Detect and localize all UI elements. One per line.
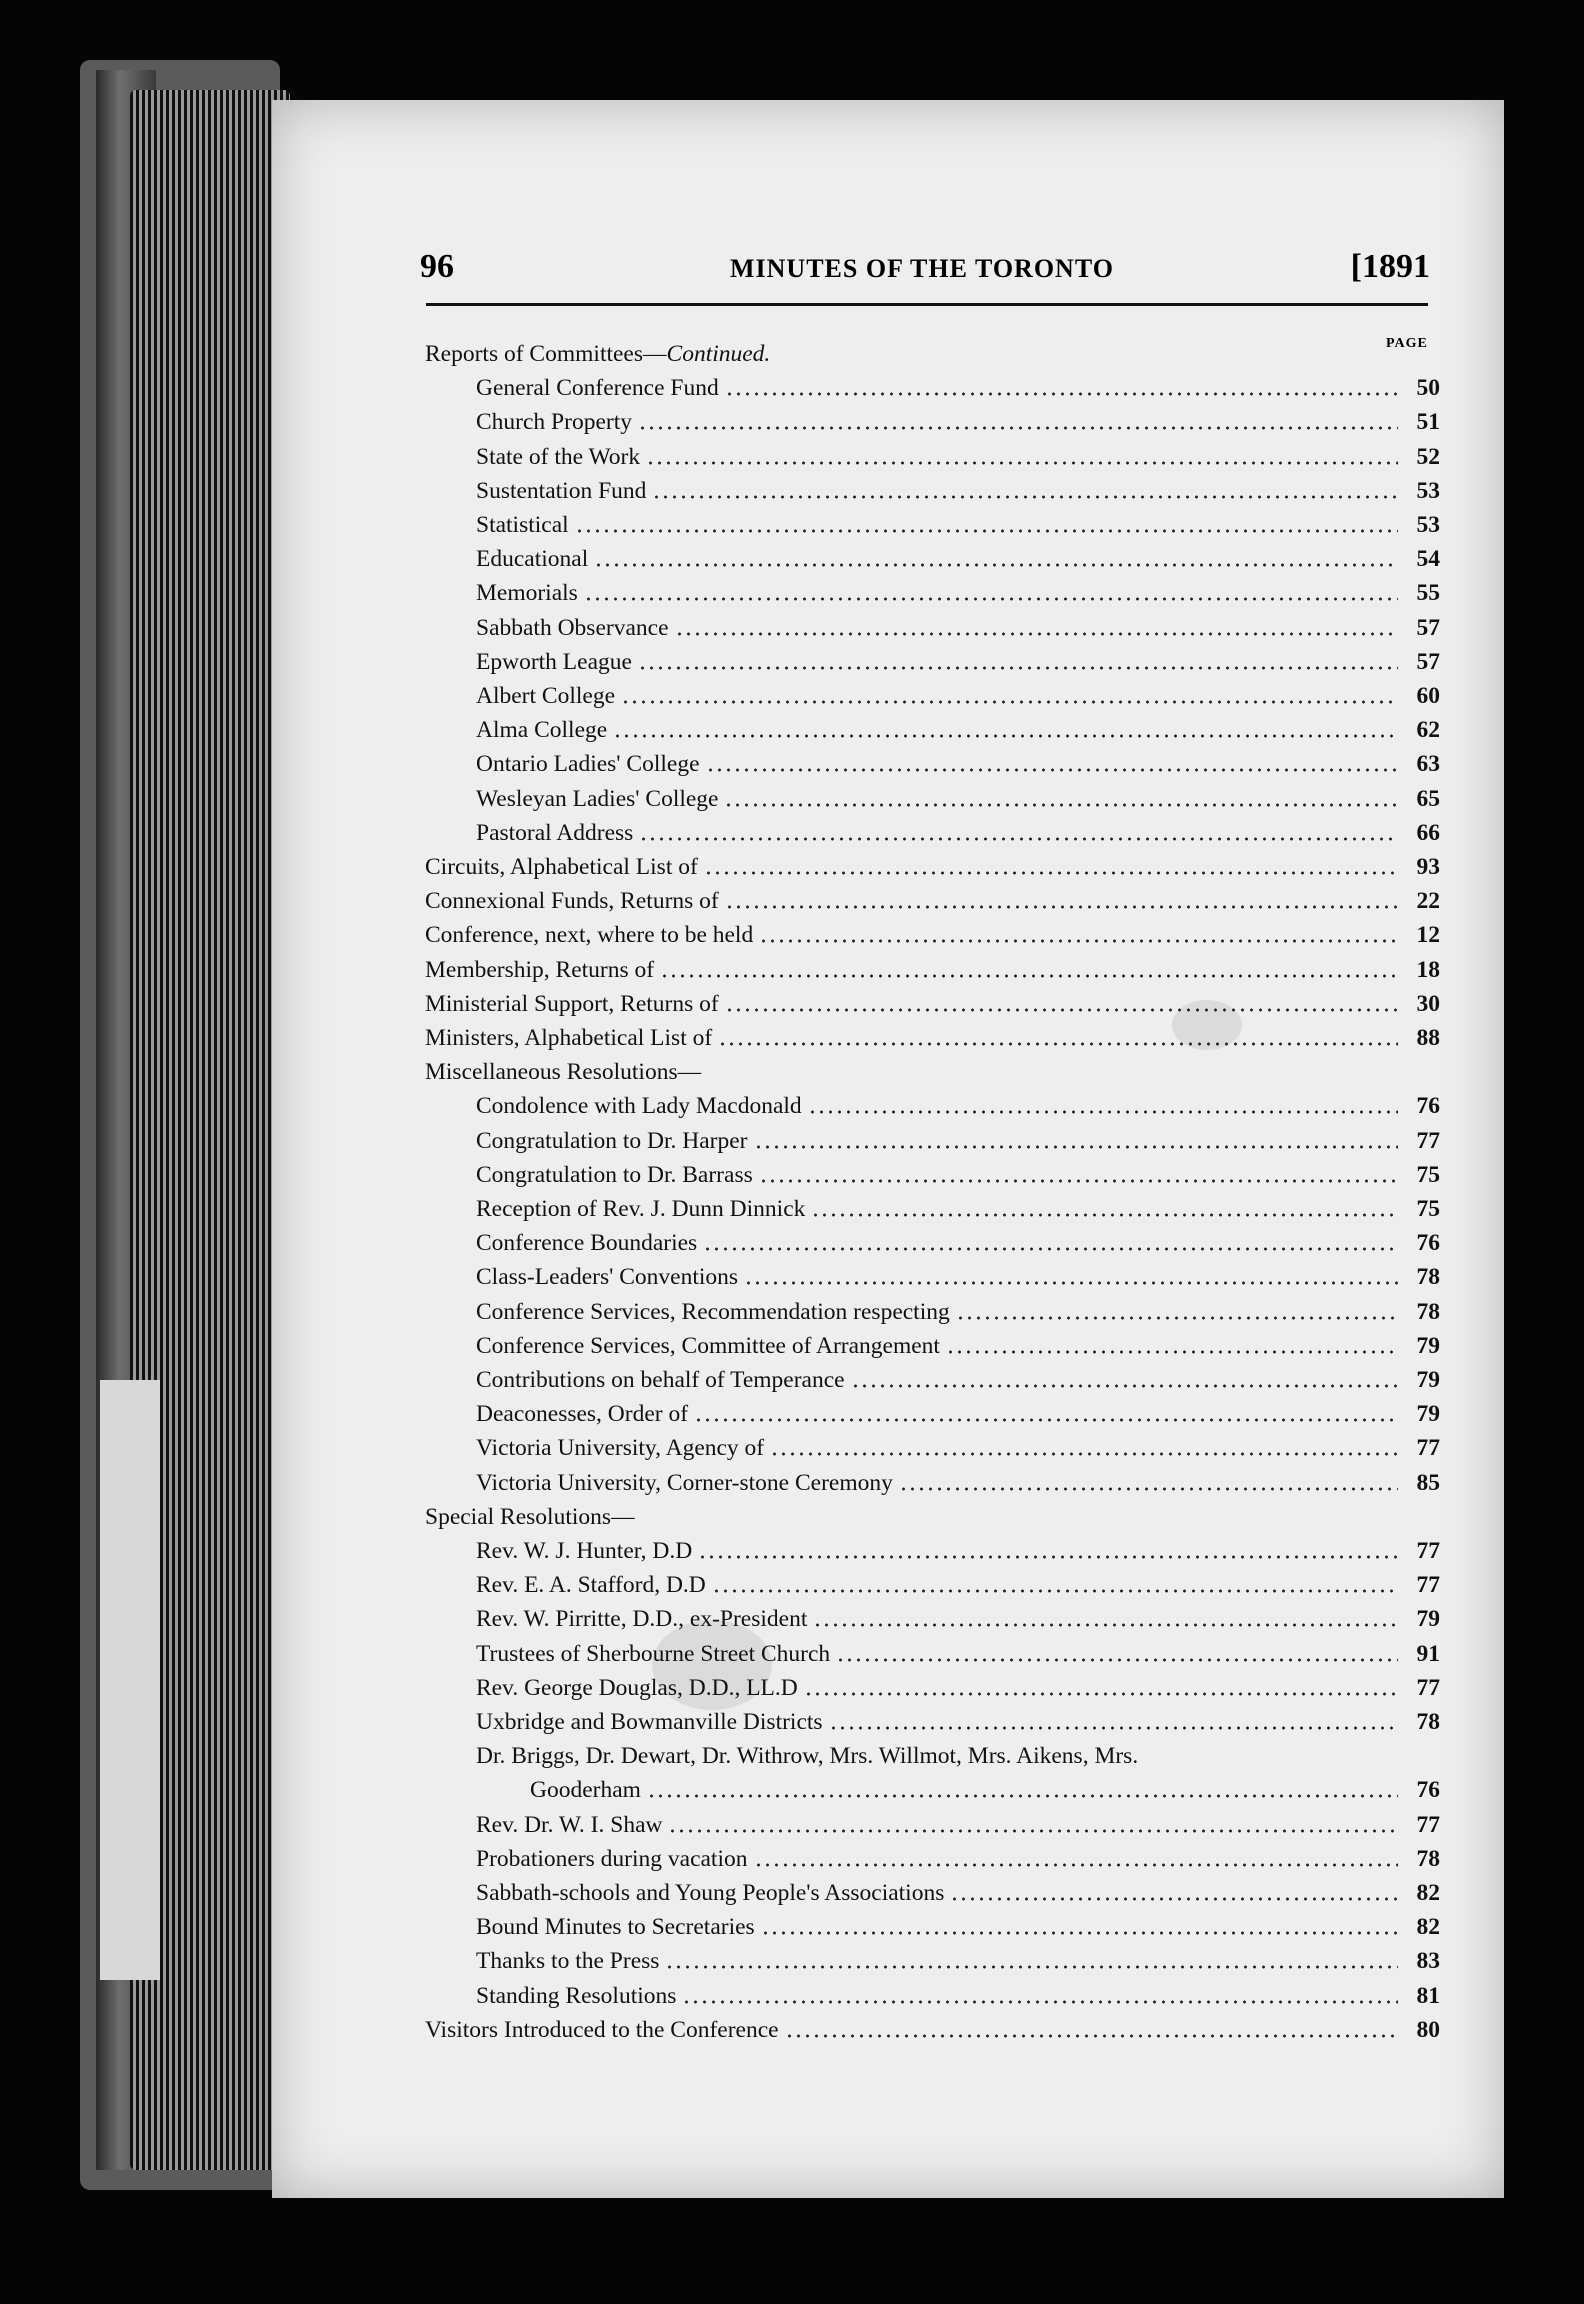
toc-entry (425, 847, 1440, 881)
toc-entry-label: Statistical (476, 512, 569, 538)
dot-leader (785, 2019, 1398, 2039)
header-rule (426, 303, 1428, 306)
toc-entry (476, 1531, 1440, 1565)
dot-leader (759, 924, 1398, 944)
toc-entry-label: Conference Boundaries (476, 1230, 698, 1257)
dot-leader (808, 1095, 1398, 1115)
toc-entry-page: 77 (1416, 1572, 1440, 1599)
dot-leader (668, 1814, 1398, 1834)
toc-entry-label: Church Property (476, 409, 632, 436)
toc-entry-page: 82 (1416, 1880, 1440, 1906)
toc-entry-page: 85 (1416, 1469, 1440, 1496)
toc-entry-page: 79 (1416, 1401, 1440, 1428)
toc-entry-page: 77 (1416, 1538, 1440, 1564)
toc-entry (425, 950, 1440, 984)
dot-leader (594, 548, 1398, 568)
toc-entry-page: 79 (1416, 1606, 1440, 1633)
toc-entry-page: 79 (1416, 1332, 1440, 1359)
dot-leader (698, 1540, 1398, 1560)
dot-leader (682, 1985, 1398, 2005)
toc-entry-label: Membership, Returns of (425, 956, 655, 983)
toc-entry-page: 76 (1416, 1777, 1440, 1804)
toc-entry-page: 75 (1416, 1196, 1440, 1222)
toc-entry-label: Sustentation Fund (476, 477, 647, 504)
dot-leader (754, 1848, 1399, 1868)
dot-leader (704, 856, 1398, 876)
toc-entry-page: 63 (1416, 751, 1440, 778)
toc-entry-label: Congratulation to Dr. Barrass (476, 1161, 753, 1188)
dot-leader (707, 1061, 1398, 1081)
toc-entry-label: Alma College (476, 717, 608, 744)
dot-leader (754, 1130, 1399, 1150)
dot-leader (703, 1232, 1398, 1252)
dot-leader (638, 411, 1398, 431)
dot-leader (641, 1506, 1398, 1526)
dot-leader (725, 377, 1398, 397)
toc-entry-page: 50 (1416, 375, 1440, 402)
dot-leader (851, 1369, 1398, 1389)
toc-entry-page: 78 (1416, 1709, 1440, 1735)
toc-entry-label: Standing Resolutions (476, 1982, 677, 2009)
toc-entry-page: 57 (1416, 648, 1440, 675)
dot-leader (899, 1472, 1398, 1492)
toc-entry-label: Educational (476, 546, 589, 573)
toc-entry-label: Congratulation to Dr. Harper (476, 1127, 748, 1154)
toc-entry-label: Ministers, Alphabetical List of (425, 1025, 713, 1051)
toc-entry (476, 1634, 1440, 1668)
toc-entry-page: 93 (1416, 854, 1440, 880)
toc-entry (425, 1052, 1440, 1086)
toc-entry-page: 82 (1416, 1914, 1440, 1941)
dot-leader (956, 1301, 1398, 1321)
dot-leader (946, 1335, 1398, 1355)
toc-entry-label: Deaconesses, Order of (476, 1401, 689, 1428)
toc-entry (530, 1770, 1440, 1804)
running-head: MINUTES OF THE TORONTO (730, 254, 1114, 283)
dot-leader (647, 1779, 1398, 1799)
dot-leader (706, 753, 1398, 773)
toc-entry (476, 505, 1440, 539)
toc-entry-page: 60 (1416, 683, 1440, 709)
dot-leader (718, 1027, 1398, 1047)
dot-leader (638, 651, 1398, 671)
toc-entry-label: Probationers during vacation (476, 1845, 748, 1872)
toc-entry-label: Rev. George Douglas, D.D., LL.D (476, 1674, 798, 1701)
toc-entry (476, 1702, 1440, 1736)
dot-leader (694, 1403, 1398, 1423)
toc-entry (476, 1976, 1440, 2010)
toc-entry-page: 12 (1416, 922, 1440, 949)
toc-entry (476, 1121, 1440, 1155)
dot-leader (744, 1266, 1398, 1286)
dot-leader (759, 1164, 1398, 1184)
toc-entry-label: Conference, next, where to be held (425, 922, 754, 949)
toc-entry-page: 77 (1416, 1435, 1440, 1462)
toc-entry-label: Sabbath Observance (476, 614, 669, 641)
toc-entry (476, 710, 1440, 744)
toc-entry-label: Conference Services, Recommendation respecting (476, 1298, 950, 1325)
toc-entry-label: Conference Services, Committee of Arrangement (476, 1332, 940, 1359)
toc-entry (476, 1326, 1440, 1360)
toc-entry (425, 334, 1440, 368)
dot-leader (811, 1198, 1398, 1218)
dot-leader (950, 1882, 1398, 1902)
dot-leader (725, 890, 1398, 910)
toc-entry-label: Contributions on behalf of Temperance (476, 1367, 845, 1393)
dot-leader (761, 1916, 1398, 1936)
toc-entry (476, 1292, 1440, 1326)
toc-entry-page: 52 (1416, 443, 1440, 470)
toc-entry-page: 75 (1416, 1161, 1440, 1188)
toc-entry-label: Condolence with Lady Macdonald (476, 1093, 802, 1120)
toc-entry-page: 81 (1416, 1982, 1440, 2009)
dot-leader (660, 959, 1398, 979)
toc-entry-page: 62 (1416, 717, 1440, 744)
toc-entry (476, 1360, 1440, 1394)
toc-entry (476, 471, 1440, 505)
toc-entry-page: 88 (1416, 1025, 1440, 1051)
toc-entry (476, 1428, 1440, 1462)
toc-entry-label: General Conference Fund (476, 375, 719, 402)
toc-entry (476, 1736, 1440, 1770)
page-header (420, 248, 1430, 298)
toc-entry (476, 1463, 1440, 1497)
toc-entry (476, 1565, 1440, 1599)
toc-entry-page: 77 (1416, 1127, 1440, 1154)
toc-entry-label: Memorials (476, 580, 578, 607)
dot-leader (639, 822, 1398, 842)
toc-entry (476, 1223, 1440, 1257)
dot-leader (584, 582, 1398, 602)
dot-leader (770, 1437, 1398, 1457)
toc-entry-label: Rev. Dr. W. I. Shaw (476, 1811, 663, 1838)
toc-entry (425, 1018, 1440, 1052)
toc-entry (476, 1086, 1440, 1120)
toc-entry-page: 30 (1416, 990, 1440, 1017)
toc-entry-page: 51 (1416, 409, 1440, 436)
dot-leader (652, 480, 1398, 500)
toc-entry-page: 53 (1416, 512, 1440, 538)
toc-entry-label: Connexional Funds, Returns of (425, 888, 719, 915)
toc-entry-page: 80 (1416, 2016, 1440, 2043)
toc-entry-page: 54 (1416, 546, 1440, 573)
toc-entry (476, 1257, 1440, 1291)
toc-entry (425, 915, 1440, 949)
dot-leader (575, 514, 1398, 534)
toc-entry (476, 1873, 1440, 1907)
toc-entry-label: Rev. W. J. Hunter, D.D (476, 1538, 693, 1564)
toc-entry-label: Class-Leaders' Conventions (476, 1264, 739, 1291)
toc-entry (476, 539, 1440, 573)
toc-entry (476, 1668, 1440, 1702)
toc-entry-page: 22 (1416, 888, 1440, 915)
toc-entry-page: 55 (1416, 580, 1440, 607)
dot-leader (725, 993, 1398, 1013)
toc-entry (476, 1155, 1440, 1189)
toc-entry (476, 573, 1440, 607)
dot-leader (621, 685, 1398, 705)
header-year: [1891 (1350, 248, 1430, 285)
toc-entry-page: 77 (1416, 1811, 1440, 1838)
toc-entry (476, 1941, 1440, 1975)
toc-entry-page: 76 (1416, 1093, 1440, 1120)
dot-leader (646, 446, 1398, 466)
toc-entry-page: 78 (1416, 1845, 1440, 1872)
dot-leader (712, 1574, 1398, 1594)
toc-entry (476, 676, 1440, 710)
dot-leader (724, 788, 1398, 808)
toc-entry (476, 779, 1440, 813)
toc-entry (476, 608, 1440, 642)
toc-entry-page: 78 (1416, 1264, 1440, 1291)
toc-entry-page: 18 (1416, 956, 1440, 983)
toc-entry-label: Ontario Ladies' College (476, 751, 700, 778)
toc-entry-label: Albert College (476, 683, 616, 709)
dot-leader (836, 1643, 1398, 1663)
toc-entry-label: Sabbath-schools and Young People's Associations (476, 1880, 945, 1906)
toc-entry-label: Bound Minutes to Secretaries (476, 1914, 755, 1941)
toc-entry (476, 1805, 1440, 1839)
toc-entry-label: Thanks to the Press (476, 1948, 660, 1975)
dot-leader (665, 1950, 1398, 1970)
toc-entry (476, 1189, 1440, 1223)
dot-leader (804, 1677, 1398, 1697)
toc-entry-label: Dr. Briggs, Dr. Dewart, Dr. Withrow, Mrs. Willmot, Mrs. Aikens, Mrs. (476, 1743, 1139, 1770)
toc-entry-page: 57 (1416, 614, 1440, 641)
dot-leader (613, 719, 1398, 739)
toc-entry-page: 65 (1416, 785, 1440, 812)
toc-entry-page: 91 (1416, 1640, 1440, 1667)
toc-entry (476, 744, 1440, 778)
toc-entry-label: Victoria University, Agency of (476, 1435, 765, 1462)
dot-leader (776, 343, 1398, 363)
toc-entry-page: 66 (1416, 819, 1440, 846)
toc-entry-page: 79 (1416, 1367, 1440, 1393)
toc-entry (476, 402, 1440, 436)
toc-entry (476, 1907, 1440, 1941)
toc-entry-label: Circuits, Alphabetical List of (425, 854, 698, 880)
toc-entry-label: Rev. E. A. Stafford, D.D (476, 1572, 706, 1599)
toc-entry (476, 642, 1440, 676)
toc-entry-page: 83 (1416, 1948, 1440, 1975)
toc-entry-label: Reports of Committees—Continued. (425, 341, 771, 367)
toc-entry (476, 437, 1440, 471)
toc-entry (425, 984, 1440, 1018)
toc-entry-label: Visitors Introduced to the Conference (425, 2016, 779, 2043)
dot-leader (813, 1608, 1398, 1628)
toc-entry (476, 813, 1440, 847)
toc-entry-label: State of the Work (476, 443, 641, 470)
dot-leader (829, 1711, 1398, 1731)
toc-entry (425, 881, 1440, 915)
toc-entry-page: 77 (1416, 1674, 1440, 1701)
toc-entry-label: Gooderham (530, 1777, 641, 1804)
toc-entry-label: Pastoral Address (476, 819, 634, 846)
toc-entry (476, 1599, 1440, 1633)
toc-entry (476, 368, 1440, 402)
toc-entry (425, 1497, 1440, 1531)
toc-entry-label: Reception of Rev. J. Dunn Dinnick (476, 1196, 806, 1222)
toc-entry-label: Miscellaneous Resolutions— (425, 1059, 702, 1086)
toc-entry-label: Special Resolutions— (425, 1503, 635, 1530)
toc-entry (476, 1394, 1440, 1428)
page-column-label: PAGE (1386, 336, 1428, 351)
toc-entry-page: 78 (1416, 1298, 1440, 1325)
toc-entry-label: Rev. W. Pirritte, D.D., ex-President (476, 1606, 808, 1633)
page-number: 96 (420, 248, 454, 285)
toc-entry-label: Wesleyan Ladies' College (476, 785, 719, 812)
underlying-page-fragment (100, 1380, 160, 1980)
toc-entry-label: Victoria University, Corner-stone Ceremony (476, 1469, 893, 1496)
toc-entry-label: Ministerial Support, Returns of (425, 990, 719, 1017)
dot-leader (675, 617, 1399, 637)
toc-entry-page: 53 (1416, 477, 1440, 504)
toc-entry-label: Epworth League (476, 648, 632, 675)
toc-entry-page: 76 (1416, 1230, 1440, 1257)
toc-entry (476, 1839, 1440, 1873)
toc-entry-label: Trustees of Sherbourne Street Church (476, 1640, 831, 1667)
dot-leader (1144, 1745, 1398, 1765)
toc-entry (425, 2010, 1440, 2044)
toc-entry-label: Uxbridge and Bowmanville Districts (476, 1709, 823, 1735)
